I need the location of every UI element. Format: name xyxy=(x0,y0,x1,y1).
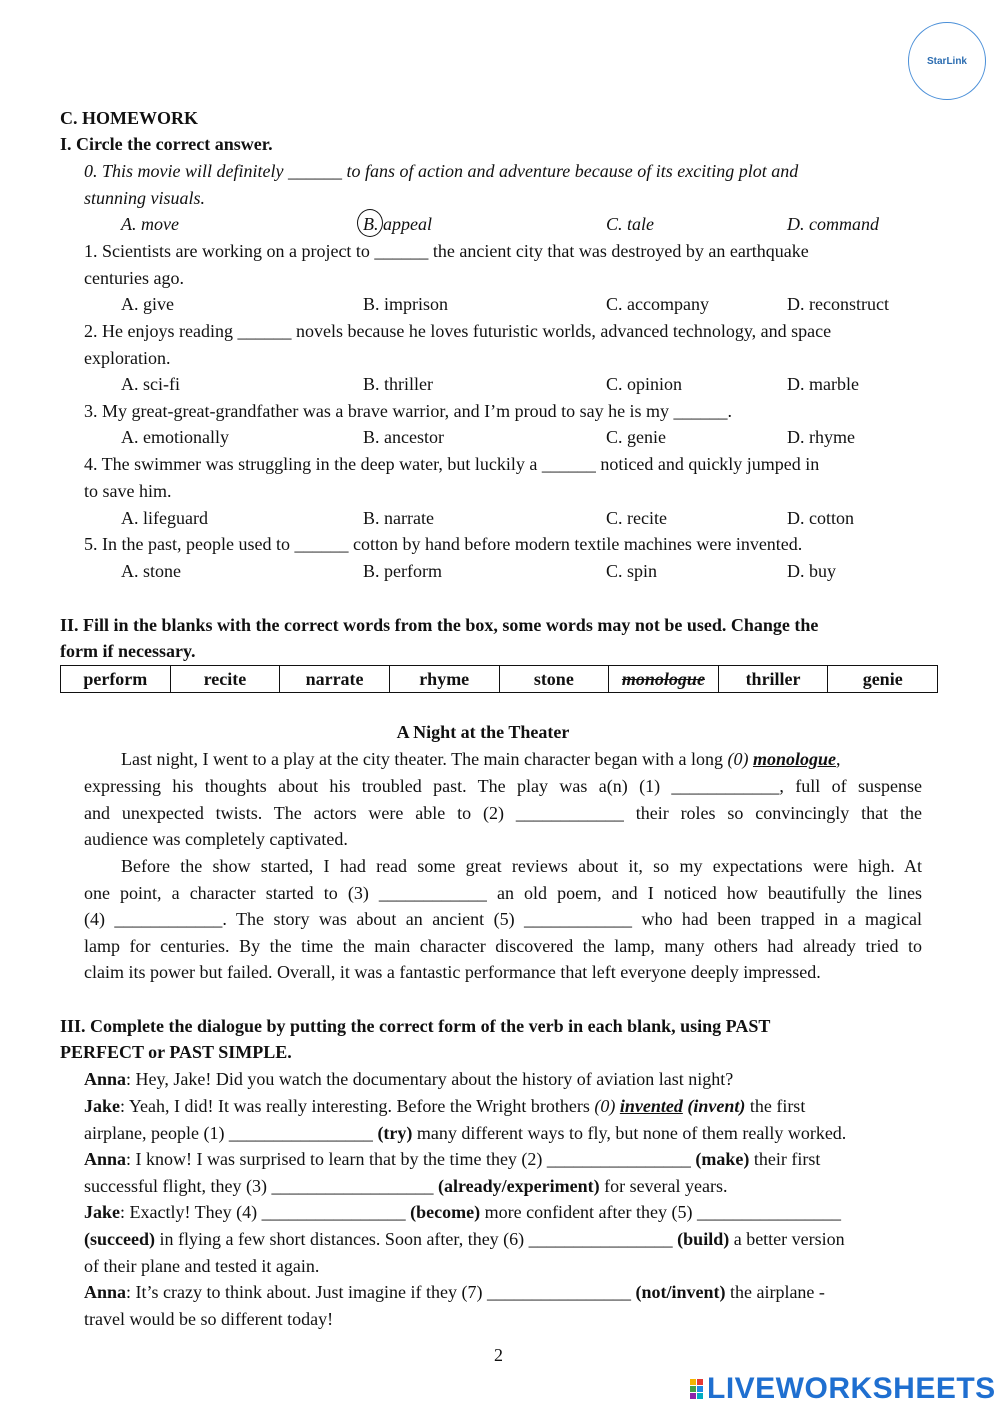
verb-hint-make: (make) xyxy=(695,1149,750,1169)
question-3-line1: 3. My great-great-grandfather was a brave warrior, and I’m proud to say he is my ______. xyxy=(84,401,733,421)
verb-hint-become: (become) xyxy=(410,1202,481,1222)
part1-heading: I. Circle the correct answer. xyxy=(60,134,273,154)
story-text: , xyxy=(835,749,841,769)
dialogue-line-3 xyxy=(84,1123,846,1144)
word-box-item: recite xyxy=(170,666,280,693)
dialogue-text: in flying a few short distances. Soon after, they (6) ________________ xyxy=(154,1229,678,1249)
dialogue-text: a better version xyxy=(729,1229,845,1249)
question-4-line1: 4. The swimmer was struggling in the deep water, but luckily a ______ noticed and quickly jumped in xyxy=(84,454,820,474)
question-1-option-b[interactable]: B. imprison xyxy=(363,294,449,314)
dialogue-text: the airplane - xyxy=(725,1282,825,1302)
question-3-option-d[interactable]: D. rhyme xyxy=(787,427,855,447)
question-4-option-a[interactable]: A. lifeguard xyxy=(121,508,208,528)
starlink-logo xyxy=(908,22,986,100)
dialogue-text: successful flight, they (3) __________________ xyxy=(84,1176,438,1196)
question-2-line1: 2. He enjoys reading ______ novels because he loves futuristic worlds, advanced technology, and space xyxy=(84,321,832,341)
part2-heading-line1: II. Fill in the blanks with the correct words from the box, some words may not be used. Change the xyxy=(60,615,819,635)
example-question-line1: 0. This movie will definitely ______ to fans of action and adventure because of its exciting plot and xyxy=(84,161,799,181)
dialogue-text: : I know! I was surprised to learn that by the time they (2) ________________ xyxy=(126,1149,696,1169)
question-1-option-c[interactable]: C. accompany xyxy=(606,294,709,314)
question-1-line2: centuries ago. xyxy=(84,268,184,288)
speaker-anna: Anna xyxy=(84,1069,127,1089)
story-text: Last night, I went to a play at the city theater. The main character began with a long xyxy=(121,749,728,769)
question-3-option-a[interactable]: A. emotionally xyxy=(121,427,229,447)
dialogue-line-7 xyxy=(84,1229,845,1250)
question-5-option-c[interactable]: C. spin xyxy=(606,561,658,581)
question-1-option-d[interactable]: D. reconstruct xyxy=(787,294,889,314)
verb-hint-build: (build) xyxy=(677,1229,730,1249)
story-p1-line2: expressing his thoughts about his troubled past. The play was a(n) (1) ____________, full of suspense xyxy=(84,776,922,796)
speaker-anna: Anna xyxy=(84,1149,127,1169)
example-option-c[interactable]: C. tale xyxy=(606,214,654,234)
page-number: 2 xyxy=(494,1345,503,1365)
story-title: A Night at the Theater xyxy=(396,722,570,742)
word-box-item: rhyme xyxy=(389,666,499,693)
question-2-option-a[interactable]: A. sci-fi xyxy=(121,374,180,394)
dialogue-line-2 xyxy=(84,1096,805,1117)
liveworksheets-logo-icon xyxy=(690,1379,703,1399)
question-3-option-b[interactable]: B. ancestor xyxy=(363,427,444,447)
verb-hint-not-invent: (not/invent) xyxy=(635,1282,726,1302)
dialogue-line-6 xyxy=(84,1202,841,1223)
dialogue-line-5 xyxy=(84,1176,728,1197)
question-4-option-d[interactable]: D. cotton xyxy=(787,508,854,528)
question-4-line2: to save him. xyxy=(84,481,172,501)
part2-heading-line2: form if necessary. xyxy=(60,641,196,661)
dialogue-line-1 xyxy=(84,1069,733,1090)
blank-number-0: (0) xyxy=(594,1096,616,1116)
example-answer-invented: invented xyxy=(619,1096,683,1116)
question-2-option-d[interactable]: D. marble xyxy=(787,374,859,394)
dialogue-text: the first xyxy=(745,1096,806,1116)
dialogue-line-10: travel would be so different today! xyxy=(84,1309,334,1329)
story-p2-line1: Before the show started, I had read some great reviews about it, so my expectations were high. At xyxy=(121,856,922,876)
question-5-line1: 5. In the past, people used to ______ cotton by hand before modern textile machines were invented. xyxy=(84,534,803,554)
dialogue-line-9 xyxy=(84,1282,825,1303)
story-p1-line4: audience was completely captivated. xyxy=(84,829,348,849)
speaker-jake: Jake xyxy=(84,1096,120,1116)
word-box-item: genie xyxy=(828,666,938,693)
word-box-item: perform xyxy=(61,666,171,693)
question-2-option-c[interactable]: C. opinion xyxy=(606,374,683,394)
question-2-line2: exploration. xyxy=(84,348,171,368)
question-5-option-a[interactable]: A. stone xyxy=(121,561,181,581)
word-box-item: stone xyxy=(499,666,609,693)
dialogue-line-4 xyxy=(84,1149,820,1170)
example-option-d[interactable]: D. command xyxy=(787,214,879,234)
story-p2-line4: lamp for centuries. By the time the main character discovered the lamp, many others had already tried to xyxy=(84,936,922,956)
logo-text: StarLink xyxy=(926,55,967,67)
example-option-b[interactable]: B. appeal xyxy=(363,214,432,234)
story-p2-line3: (4) ____________. The story was about an ancient (5) ____________ who had been trapped in a magical xyxy=(84,909,922,929)
example-question-line2: stunning visuals. xyxy=(84,188,206,208)
example-answer-monologue: monologue xyxy=(752,749,836,769)
word-box-item-struck: monologue xyxy=(609,666,719,693)
verb-hint-try: (try) xyxy=(377,1123,413,1143)
example-option-a[interactable]: A. move xyxy=(121,214,179,234)
dialogue-text: : It’s crazy to think about. Just imagine if they (7) ________________ xyxy=(126,1282,636,1302)
verb-hint-already-experiment: (already/experiment) xyxy=(437,1176,600,1196)
dialogue-text: more confident after they (5) ________________ xyxy=(480,1202,841,1222)
dialogue-text: for several years. xyxy=(599,1176,728,1196)
question-4-option-b[interactable]: B. narrate xyxy=(363,508,434,528)
story-p2-line2: one point, a character started to (3) ____________ an old poem, and I noticed how beautifully the lines xyxy=(84,883,922,903)
question-1-line1: 1. Scientists are working on a project to ______ the ancient city that was destroyed by an earthquake xyxy=(84,241,809,261)
section-title: C. HOMEWORK xyxy=(60,108,198,128)
liveworksheets-wordmark: LIVEWORKSHEETS xyxy=(707,1372,996,1405)
dialogue-text: airplane, people (1) ________________ xyxy=(84,1123,378,1143)
question-2-option-b[interactable]: B. thriller xyxy=(363,374,433,394)
liveworksheets-brand xyxy=(690,1372,996,1406)
story-p1-line1 xyxy=(121,749,840,770)
word-box xyxy=(60,665,938,693)
question-1-option-a[interactable]: A. give xyxy=(121,294,174,314)
dialogue-text: : Hey, Jake! Did you watch the documentary about the history of aviation last night? xyxy=(126,1069,734,1089)
verb-hint-invent: (invent) xyxy=(687,1096,746,1116)
speaker-anna: Anna xyxy=(84,1282,127,1302)
dialogue-text: : Exactly! They (4) ________________ xyxy=(120,1202,411,1222)
part3-heading-line2: PERFECT or PAST SIMPLE. xyxy=(60,1042,292,1062)
dialogue-text: their first xyxy=(749,1149,821,1169)
dialogue-text: many different ways to fly, but none of them really worked. xyxy=(412,1123,847,1143)
question-5-option-d[interactable]: D. buy xyxy=(787,561,836,581)
word-box-item: narrate xyxy=(280,666,390,693)
speaker-jake: Jake xyxy=(84,1202,120,1222)
dialogue-text: : Yeah, I did! It was really interesting. Before the Wright brothers xyxy=(120,1096,595,1116)
word-box-item: thriller xyxy=(718,666,828,693)
story-p2-line5: claim its power but failed. Overall, it was a fantastic performance that left everyone deeply impressed. xyxy=(84,962,821,982)
story-p1-line3: and unexpected twists. The actors were able to (2) ____________ their roles so convincingly that the xyxy=(84,803,922,823)
dialogue-line-8: of their plane and tested it again. xyxy=(84,1256,320,1276)
verb-hint-succeed: (succeed) xyxy=(84,1229,155,1249)
question-4-option-c[interactable]: C. recite xyxy=(606,508,667,528)
question-5-option-b[interactable]: B. perform xyxy=(363,561,442,581)
question-3-option-c[interactable]: C. genie xyxy=(606,427,666,447)
part3-heading-line1: III. Complete the dialogue by putting the correct form of the verb in each blank, using PAST xyxy=(60,1016,771,1036)
answer-circle-mark xyxy=(357,209,383,237)
blank-number-0: (0) xyxy=(727,749,749,769)
